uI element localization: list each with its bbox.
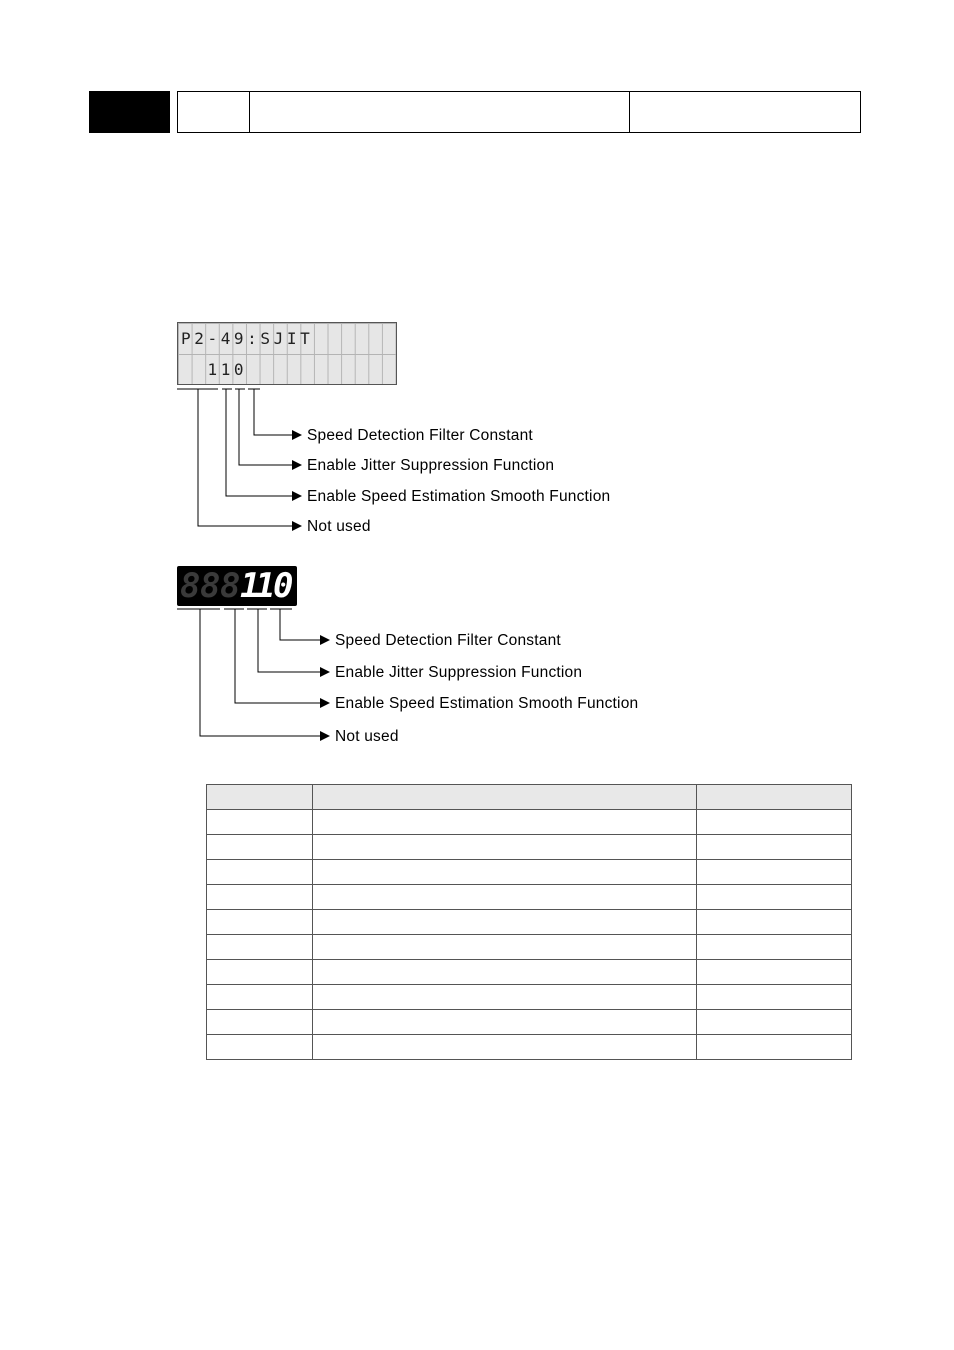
table-row xyxy=(207,810,852,835)
table-row xyxy=(207,785,852,810)
table-row xyxy=(207,860,852,885)
table-cell xyxy=(313,1035,697,1060)
table-cell xyxy=(696,835,851,860)
table-row xyxy=(207,960,852,985)
table-row xyxy=(207,1035,852,1060)
table-cell xyxy=(313,910,697,935)
table-cell xyxy=(313,935,697,960)
segment-digit: 1 xyxy=(255,566,276,606)
table-cell xyxy=(696,985,851,1010)
table-cell xyxy=(313,1010,697,1035)
lcd-line-1: P2-49:SJIT xyxy=(181,329,314,348)
table-cell xyxy=(207,1010,313,1035)
seg-legend-label: Enable Jitter Suppression Function xyxy=(335,664,583,681)
lcd-legend-label: Not used xyxy=(307,518,371,535)
segment-digit: 8 xyxy=(200,566,221,606)
table-cell xyxy=(696,885,851,910)
table-cell xyxy=(696,785,851,810)
table-cell xyxy=(207,1035,313,1060)
segment-digit: 0 xyxy=(273,566,294,606)
table-cell xyxy=(207,835,313,860)
table-row xyxy=(207,1010,852,1035)
table-cell xyxy=(207,885,313,910)
table-cell xyxy=(313,860,697,885)
table-cell xyxy=(696,960,851,985)
table-cell xyxy=(696,910,851,935)
seg-legend-label: Not used xyxy=(335,728,399,745)
table-cell xyxy=(313,810,697,835)
table-row xyxy=(207,935,852,960)
table-cell xyxy=(313,960,697,985)
table-cell xyxy=(696,935,851,960)
segment-digit: 8 xyxy=(180,566,201,606)
lcd-legend-label: Enable Jitter Suppression Function xyxy=(307,457,555,474)
seg-legend-label: Speed Detection Filter Constant xyxy=(335,632,561,649)
table-cell xyxy=(207,935,313,960)
table-row xyxy=(207,835,852,860)
table-cell xyxy=(696,1035,851,1060)
table-cell xyxy=(696,810,851,835)
table-cell xyxy=(207,985,313,1010)
table-row xyxy=(207,910,852,935)
settings-table xyxy=(206,784,852,1060)
table-cell xyxy=(207,785,313,810)
table-cell xyxy=(207,960,313,985)
lcd-legend-label: Enable Speed Estimation Smooth Function xyxy=(307,488,611,505)
table-cell xyxy=(207,810,313,835)
table-cell xyxy=(696,1010,851,1035)
table-cell xyxy=(313,885,697,910)
table-cell xyxy=(313,985,697,1010)
table-cell xyxy=(696,860,851,885)
table-cell xyxy=(207,910,313,935)
lcd-legend-label: Speed Detection Filter Constant xyxy=(307,427,533,444)
table-cell xyxy=(207,860,313,885)
table-row xyxy=(207,885,852,910)
table-cell xyxy=(313,835,697,860)
table-cell xyxy=(313,785,697,810)
lcd-line-2: 110 xyxy=(181,360,248,379)
segment-digit: 8 xyxy=(220,566,241,606)
segment-digit: 1 xyxy=(240,566,261,606)
table-row xyxy=(207,985,852,1010)
seg-legend-label: Enable Speed Estimation Smooth Function xyxy=(335,695,639,712)
